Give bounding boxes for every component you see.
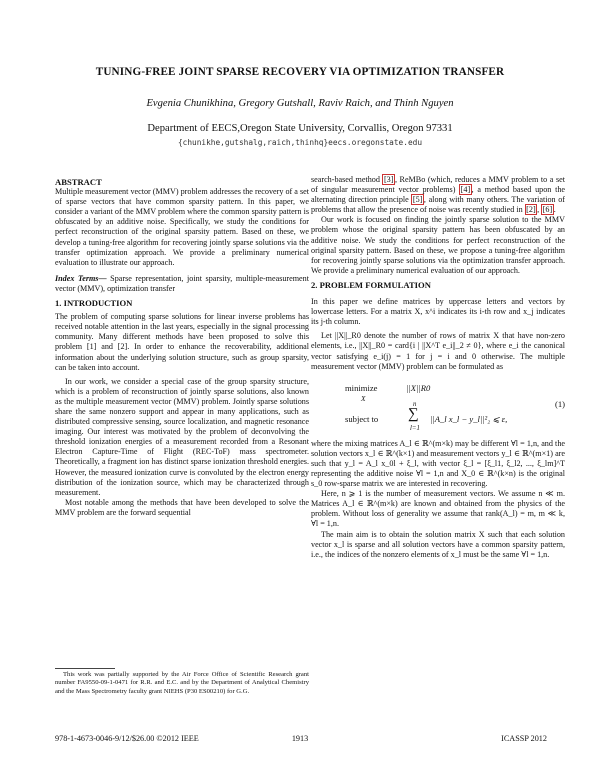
author-emails: {chunikhe,gutshalg,raich,thinhq}eecs.oregonstate.edu: [177, 138, 423, 147]
citation-link[interactable]: [3]: [383, 175, 394, 184]
eq-number: (1): [554, 398, 565, 409]
assumption-paragraph: Here, n ⩾ 1 is the number of measurement vectors. We assume n ≪ m. Matrices A_l ∈ ℝ^(m×k) are known and obtained from the physics of the problem. Without loss of generality we assume that rank(A_l) = m, m ≪ k, ∀l = 1,n.: [311, 489, 565, 529]
abstract-heading: ABSTRACT: [55, 177, 102, 187]
index-terms-label: Index Terms—: [55, 273, 107, 283]
right-column: [311, 175, 565, 560]
affiliation: Department of EECS,Oregon State University, Corvallis, Oregon 97331: [147, 123, 453, 134]
eq-variable: X: [361, 393, 366, 403]
paper-title: TUNING-FREE JOINT SPARSE RECOVERY VIA OPTIMIZATION TRANSFER: [95, 66, 505, 78]
index-terms: [55, 274, 309, 294]
author-list: Evgenia Chunikhina, Gregory Gutshall, Raviv Raich, and Thinh Nguyen: [146, 98, 454, 109]
eq-constraint: ||A_l x_l − y_l||²₂ ⩽ ε,: [430, 413, 508, 424]
index-terms-text: Sparse representation, joint sparsity, multiple-measurement vector (MMV), optimization transfer: [55, 273, 309, 293]
citation-link[interactable]: [2]: [526, 205, 536, 215]
intro-paragraph-3: Most notable among the methods that have been developed to solve the MMV problem are the forward sequential: [55, 497, 309, 517]
eq-objective: ||X||R0: [406, 382, 431, 393]
abstract-text: Multiple measurement vector (MMV) problem addresses the recovery of a set of sparse vectors that have common sparsity pattern. In this paper, we consider a variant of the MMV problem where the common sparsity pattern is obfuscated by an additive noise. Specifically, we study the conditions for perfect reconstruction of the original sparsity pattern. Based on these, we develop a tuning-free algorithm for recovering jointly sparse solutions via the transfer optimization approach. We provide a preliminary numerical evaluation to illustrate our approach.: [55, 187, 309, 267]
citation-link[interactable]: [4]: [460, 185, 471, 195]
related-work-paragraph: search-based method [3] , ReMBo (which, reduces a MMV problem to a set of singular measurement vector problems) [4] , a method based upon the alternating direction principle [5] , along with many others. The variation of problems that allow the presence of noise was recently studied in [2] , [6] .: [311, 175, 565, 215]
citation-link[interactable]: [5]: [412, 195, 423, 205]
intro-paragraph-1: The problem of computing sparse solutions for linear inverse problems has received notable attention in the last years, especially in the signal processing community. Many different methods have been proposed to solve this problem [1] and [2]. In order to enhance the recoverability, additional information about the underlying solution structure, such as group sparsity, can be taken into account.: [55, 312, 309, 372]
equation-1: [311, 377, 565, 435]
left-column: [55, 177, 309, 518]
footer-page-number: 1913: [291, 734, 309, 743]
footer-venue: ICASSP 2012: [501, 734, 547, 743]
definition-paragraph: Let ||X||_R0 denote the number of rows of matrix X that have non-zero elements, i.e., ||X||_R0 = card{i | ||X^T e_i||_2 ≠ 0}, where e_i the canonical vector satisfying e_i(j) = 1 for j = i and 0 otherwise. The multiple measurement vector (MMV) problem can be formulated as: [311, 331, 565, 371]
funding-footnote: This work was partially supported by the Air Force Office of Scientific Research grant number FA9550-09-1-0471 for R.R. and E.C. and by the Department of Analytical Chemistry and the Mass Spectrometry faculty grant NIEHS (P30 ES00210) for G.G.: [55, 671, 309, 695]
footnote-rule: [55, 668, 115, 669]
aim-paragraph: The main aim is to obtain the solution matrix X such that each solution vector x_l is sparse and all solution vectors have a common sparsity pattern, i.e., the indices of the nonzero elements of x_l must be the same ∀l = 1,n.: [311, 529, 565, 559]
eq-sum-upper: n: [413, 400, 417, 408]
model-paragraph: where the mixing matrices A_l ∈ ℝ^(m×k) may be different ∀l = 1,n, and the solution vectors x_l ∈ ℝ^(k×1) and measurement vectors y_l ∈ ℝ^(m×1) are such that y_l = A_l x_0l + ξ_l, with vector ξ_l = [ξ_l1, ξ_l2, ..., ξ_lm]^T representing the additive noise ∀l = 1,n and X_0 ∈ ℝ^(k×n) is the original s_0 row-sparse matrix we are interested in recovering.: [311, 438, 565, 489]
intro-heading: 1. INTRODUCTION: [55, 298, 133, 309]
citation-link[interactable]: [6]: [542, 205, 553, 215]
eq-subject-to: subject to: [345, 413, 379, 424]
eq-minimize: minimize: [345, 382, 378, 393]
intro-paragraph-2: In our work, we consider a special case of the group sparsity structure, which is a problem of reconstruction of jointly sparse solutions, also known as the multiple measurement vector (MMV) problem. Jointly sparse solutions share the same nonzero support and appear in many applications, such as distributed compressive sensing, source localization, and magnetic resonance imaging. Our interest was motivated by the problem of deconvolving the threshold ionization energies of a measurement recorded from a Resonant Electron Capture-Time of Flight (REC-ToF) mass spectrometer. Theoretically, a fragment ion has distinct sparse ionization threshold energies. However, the measured ionization curve is convoluted by the electron energy distribution of the ionization source, which may be characterized through measurement.: [55, 376, 309, 497]
sum-icon: ∑: [408, 405, 419, 422]
eq-sum-lower: l=1: [410, 424, 420, 432]
focus-paragraph: Our work is focused on finding the jointly sparse solution to the MMV problem whose the original sparsity pattern has been obfuscated by an additive noise. We study the conditions for perfect reconstruction of the original sparsity pattern. Based on these, we propose a tuning-free algorithm for recovering jointly sparse solutions via the optimization transfer approach. We provide a preliminary numerical evaluation of our approach.: [311, 215, 565, 275]
footer-isbn: 978-1-4673-0046-9/12/$26.00 ©2012 IEEE: [55, 734, 199, 743]
formulation-heading: 2. PROBLEM FORMULATION: [311, 279, 431, 290]
notation-paragraph: In this paper we define matrices by uppercase letters and vectors by lowercase letters. For a matrix X, x^i indicates its i-th row and x_j indicates its j-th column.: [311, 297, 565, 327]
